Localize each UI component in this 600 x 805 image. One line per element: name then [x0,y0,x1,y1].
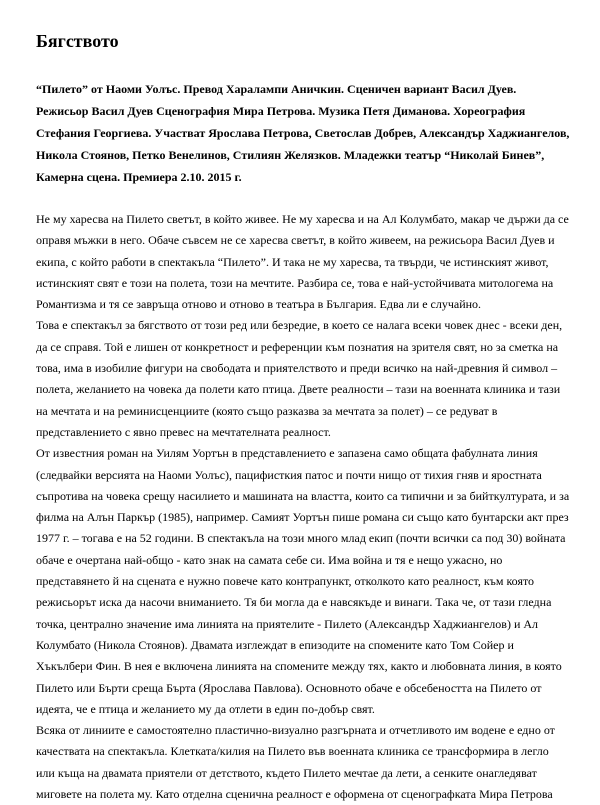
article-body [36,209,570,805]
article-title: Бягството [36,31,119,51]
paragraph: Това е спектакъл за бягството от този ред или безредие, в което се налага всеки човек днес - всеки ден, да се справя. Той е лишен от конкретност и референции към познатия на зрителя свят, но за сметка на това, има в изобилие фигури на свободата и приятелството и преди всичко на най-древния й символ – полета, желанието на човека да полети като птица. Двете реалности – тази на военната клиника и тази на мечтата и на реминисценциите (която също разказва за мечтата за полет) – се редуват в представлението с явно превес на мечтателната реалност. [36,318,563,439]
article-credits: “Пилето” от Наоми Уолъс. Превод Харалампи Аничкин. Сценичен вариант Васил Дуев. Режисьор Васил Дуев Сценография Мира Петрова. Музика Петя Диманова. Хореография Стефания Георгиева. Участват Ярослава Петрова, Светослав Добрев, Александър Хаджиангелов, Никола Стоянов, Петко Венелинов, Стилиян Желязков. Младежки театър “Николай Бинев”, Камерна сцена. Премиера 2.10. 2015 г. [36,82,570,184]
paragraph: От известния роман на Уилям Уортън в представлението е запазена само общата фабулната линия (следвайки версията на Наоми Уолъс), пацифисткия патос и почти нищо от тихия гняв и яростната съпротива на човека срещу насилието и машината на властта, които са типични и за бийткултурата, и за филма на Алън Паркър (1985), например. Самият Уортън пише романа си също като бунтарски акт през 1977 г. – тогава е на 52 години. В спектакъла на този много млад екип (почти всички са под 30) войната обаче е очертана най-общо - като знак на самата себе си. Има война и тя е нещо ужасно, но представянето й на сцената е нужно повече като контрапункт, отколкото като реалност, към която режисьорът иска да насочи вниманието. Тя би могла да е навсякъде и винаги. Така че, от тази гледна точка, централно значение има линията на приятелите - Пилето (Александър Хаджиангелов) и Ал Колумбато (Никола Стоянов). Двамата изглеждат в епизодите на спомените като Том Сойер и Хъкълбери Фин. В нея е включена линията на спомените между тях, както и любовната линия, в която Пилето или Бърти среща Бърта (Ярослава Павлова). Основното обаче е обсебеността на Пилето от идеята, че е птица и желанието му да отлети в един по-добър свят. [36,446,570,716]
paragraph: Всяка от линиите е самостоятелно пластично-визуално разгърната и отчетливото им водене е едно от качествата на спектакъла. Клетката/килия на Пилето във военната клиника се трансформира в легло или къща на двамата приятели от детството, където Пилето мечтае да лети, а сенките онагледяват миговете на полета му. Като отделна сценична реалност е оформена от сценографката Мира Петрова [36,723,555,802]
paragraph: Не му харесва на Пилето светът, в който живее. Не му харесва и на Ал Колумбато, макар че държи да се оправя мъжки в него. Обаче съвсем не се харесва светът, в който живеем, на режисьора Васил Дуев и екипа, с който работи в спектакъла “Пилето”. И така не му харесва, та твърди, че истинският живот, истинският свят е този на полета, този на мечтите. Разбира се, това е най-устойчивата митологема на Романтизма и тя се завръща отново и отново в театъра в България. Едва ли е случайно. [36,212,569,312]
article [36,30,570,805]
